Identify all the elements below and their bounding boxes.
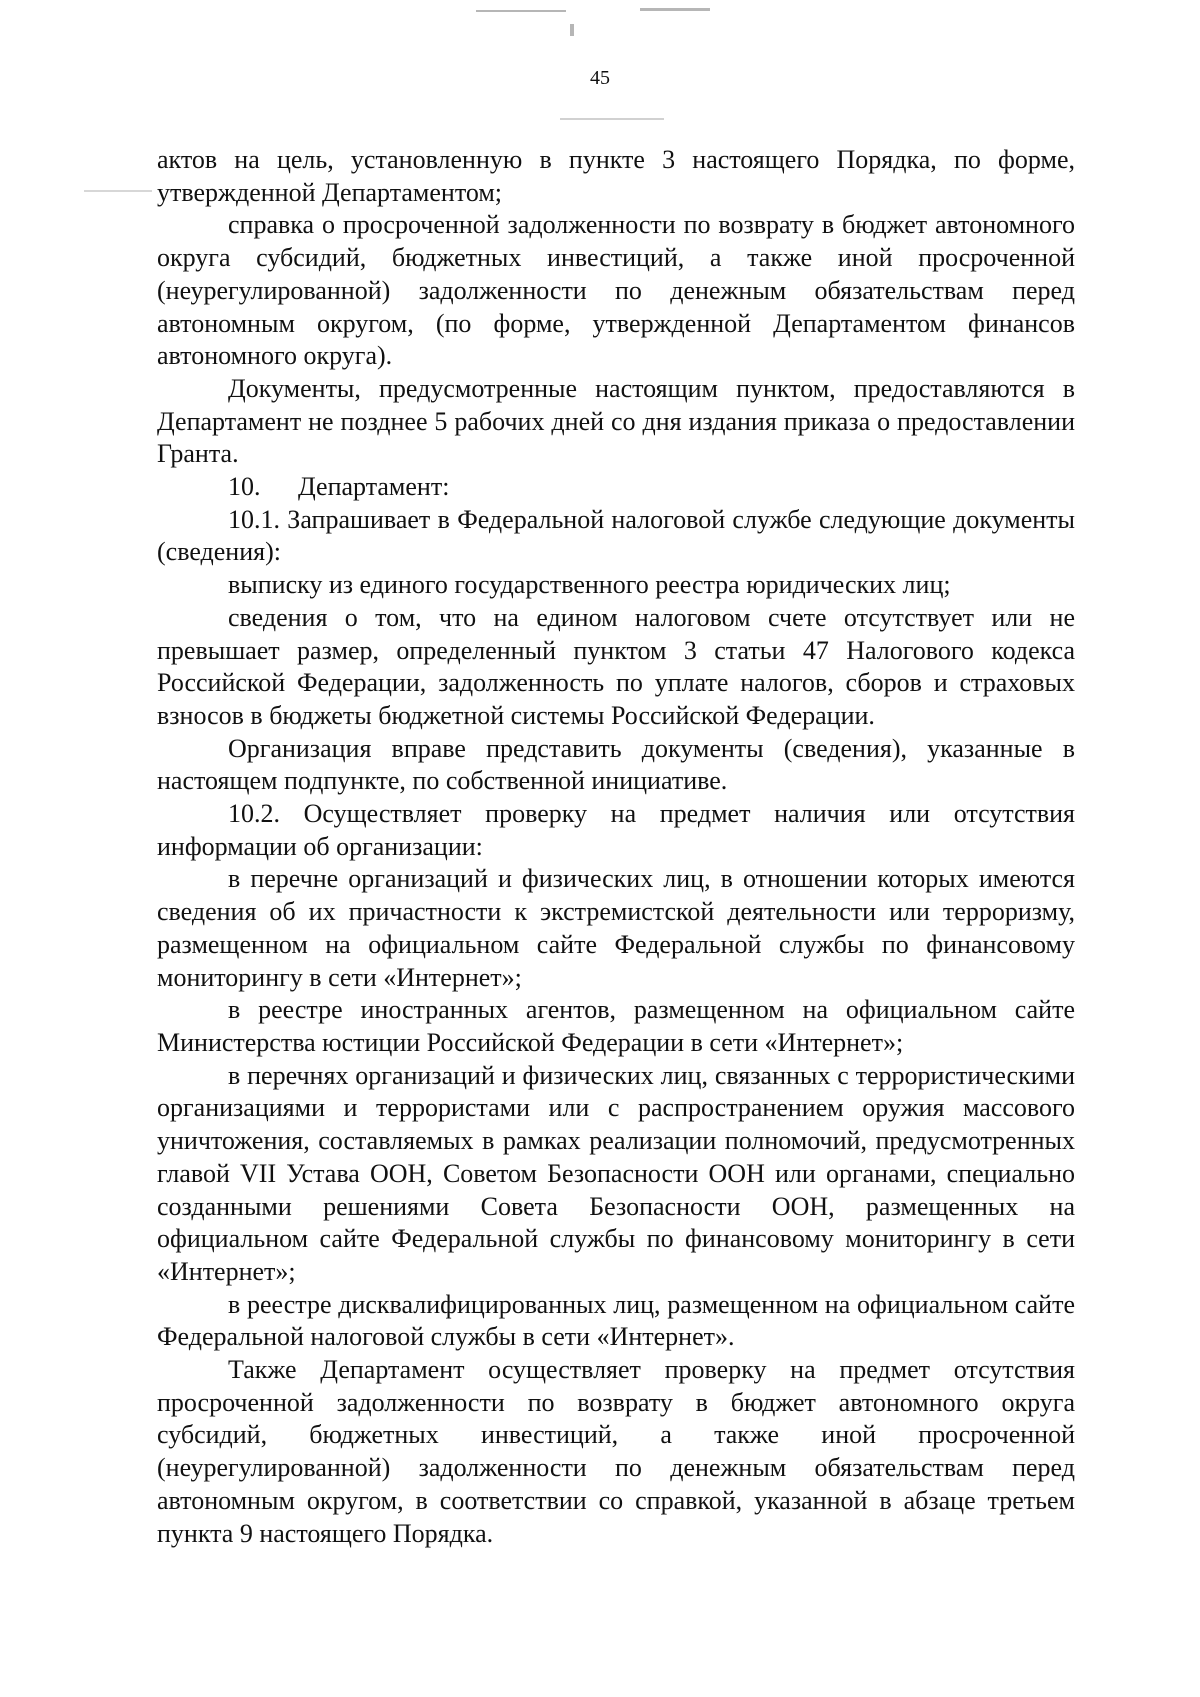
item-number: 10. <box>228 472 261 502</box>
paragraph-item-10 <box>157 471 1075 504</box>
scan-artifact <box>640 8 710 11</box>
paragraph: Документы, предусмотренные настоящим пунктом, предоставляются в Департамент не позднее 5 рабочих дней со дня издания приказа о предоставлении Гранта. <box>157 373 1075 469</box>
item-heading: Департамент: <box>298 472 450 502</box>
document-body <box>157 144 1075 1550</box>
paragraph: Организация вправе представить документы (сведения), указанные в настоящем подпункте, по собственной инициативе. <box>157 733 1075 796</box>
scan-artifact <box>84 190 152 192</box>
scan-artifact <box>570 24 574 36</box>
paragraph: 10.1. Запрашивает в Федеральной налоговой службе следующие документы (сведения): <box>157 504 1075 567</box>
paragraph: в реестре иностранных агентов, размещенном на официальном сайте Министерства юстиции Российской Федерации в сети «Интернет»; <box>157 995 1075 1057</box>
paragraph: Также Департамент осуществляет проверку на предмет отсутствия просроченной задолженности по возврату в бюджет автономного округа субсидий, бюджетных инвестиций, а также иной просроченной (неурегулированной) задолженности по денежным обязательствам перед автономным округом, в соответствии со справкой, указанной в абзаце третьем пункта 9 настоящего Порядка. <box>157 1355 1075 1548</box>
paragraph: в перечне организаций и физических лиц, в отношении которых имеются сведения об их причастности к экстремистской деятельности или терроризму, размещенном на официальном сайте Федеральной службы по финансовому мониторингу в сети «Интернет»; <box>157 864 1075 992</box>
scan-artifact <box>476 10 566 12</box>
paragraph: сведения о том, что на едином налоговом счете отсутствует или не превышает размер, определенный пунктом 3 статьи 47 Налогового кодекса Российской Федерации, задолженность по уплате налогов, сборов и страховых взносов в бюджеты бюджетной системы Российской Федерации. <box>157 602 1075 730</box>
paragraph: 10.2. Осуществляет проверку на предмет наличия или отсутствия информации об организации: <box>157 799 1075 861</box>
paragraph: выписку из единого государственного реестра юридических лиц; <box>228 570 951 600</box>
paragraph: в реестре дисквалифицированных лиц, размещенном на официальном сайте Федеральной налоговой службы в сети «Интернет». <box>157 1289 1075 1352</box>
scan-artifact <box>560 118 664 120</box>
paragraph: справка о просроченной задолженности по возврату в бюджет автономного округа субсидий, бюджетных инвестиций, а также иной просроченной (неурегулированной) задолженности по денежным обязательствам перед автономным округом, (по форме, утвержденной Департаментом финансов автономного округа). <box>157 210 1075 371</box>
paragraph: актов на цель, установленную в пункте 3 настоящего Порядка, по форме, утвержденной Департаментом; <box>157 145 1075 207</box>
paragraph: в перечнях организаций и физических лиц, связанных с террористическими организациями и террористами или с распространением оружия массового уничтожения, составляемых в рамках реализации полномочий, предусмотренных главой VII Устава ООН, Советом Безопасности ООН или органами, специально созданными решениями Совета Безопасности ООН, размещенных на официальном сайте Федеральной службы по финансовому мониторингу в сети «Интернет»; <box>157 1060 1075 1286</box>
page-number: 45 <box>590 67 610 89</box>
